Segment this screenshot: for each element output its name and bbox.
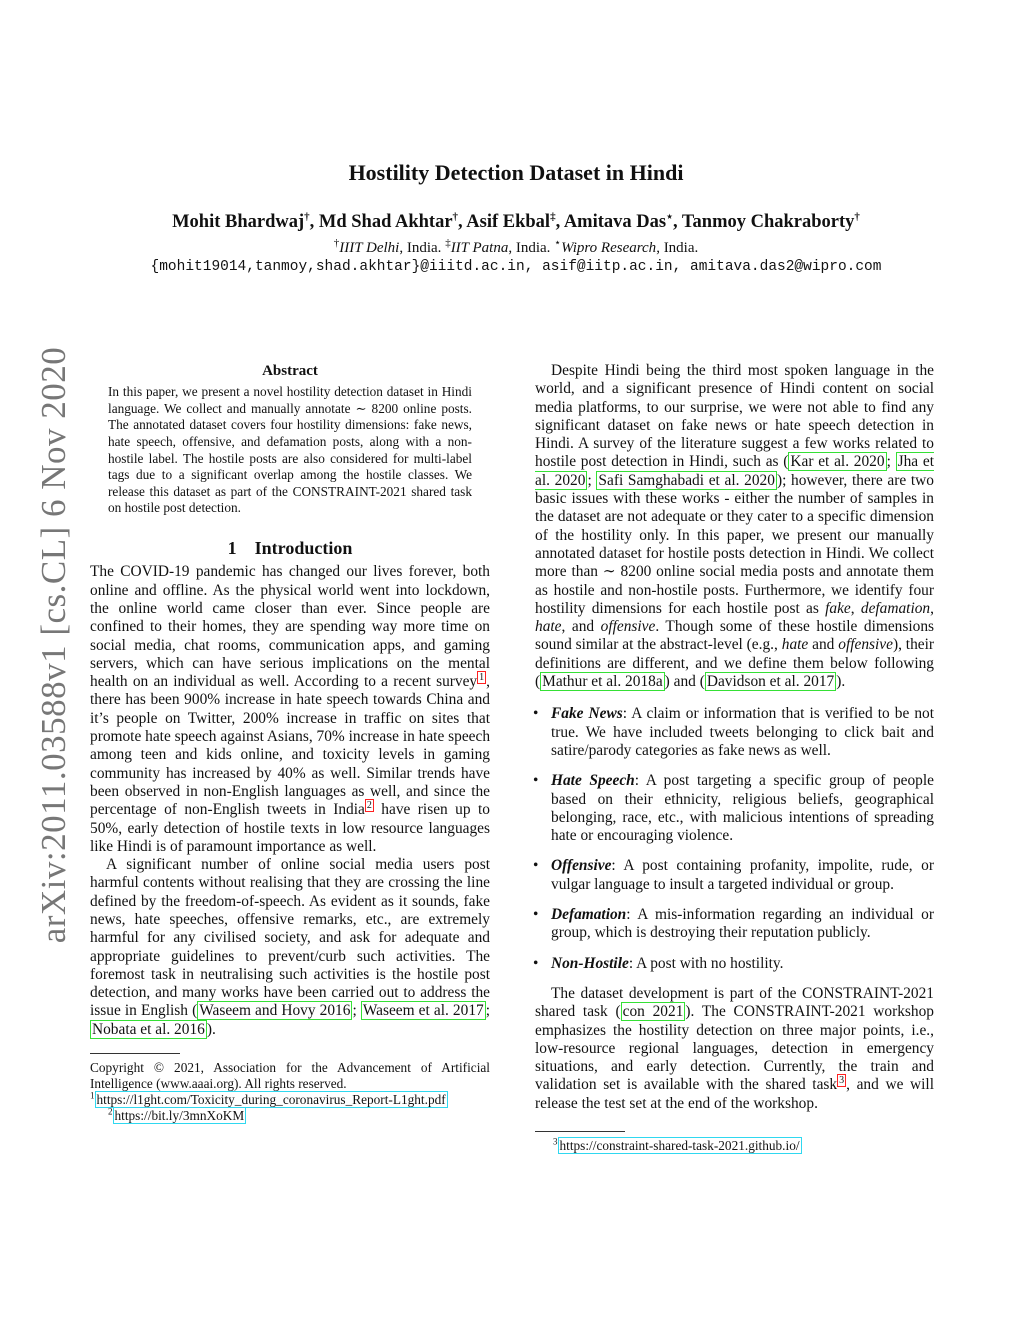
text-run: . Though some of these hostile dimensions sound similar at the abstract-level (e.g.,	[535, 618, 935, 654]
footnote-url[interactable]: https://bit.ly/3mnXoKM	[114, 1108, 245, 1124]
text-run: ). The CONSTRAINT-2021 workshop emphasizes the hostility detection on three major points, i.e., low-resource regional languages, detection in emergency situations, and early detection. Currently, the train and validation set is available with the shared task	[535, 1003, 935, 1094]
text-run: ), their definitions are different, and we define them below following (	[535, 636, 935, 691]
right-paragraph-1	[535, 362, 934, 691]
citation-link[interactable]: Nobata et al. 2016	[92, 1020, 205, 1038]
affil-mark: ⋆	[554, 237, 562, 249]
footnote-url[interactable]: https://constraint-shared-task-2021.github.io/	[559, 1137, 800, 1153]
citation-link[interactable]: Jha et al. 2020	[535, 453, 934, 489]
text-run: A significant number of online social media users post harmful contents without realising that they are crossing the line defined by the freedom-of-speech. As evident as it sounds, fake news, hate speeches, offensive remarks, etc., are extremely harmful for any civilised society, and ask for adequate and appropriate guidelines to prevent/curb such activities. The foremost task in neutralising such activities is the hostile post detection, and many works have been carried out to address the issue in English (	[90, 856, 490, 1020]
definition-term: Defamation	[551, 906, 627, 924]
affil-country: India.	[515, 240, 551, 256]
author-name: Amitava Das	[563, 212, 667, 232]
definition-text: : A post with no hostility.	[628, 954, 784, 972]
definition-term: Non-Hostile	[551, 954, 629, 972]
text-run: The dataset development is part of the CONSTRAINT-2021 shared task (	[535, 984, 934, 1021]
term-italic: hate	[781, 636, 809, 654]
text-run: The COVID-19 pandemic has changed our lives forever, both online and offline. As the physical world went into lockdown, the online world came closer than ever. Since people are confined to their homes, they are spending way more time on social media, chat rooms, communication apps, and gaming servers, which can have serious implications on the mental health on an individual as well. According to a recent survey	[90, 563, 490, 691]
text-run: ) and (	[664, 673, 705, 691]
bullet-icon: •	[533, 705, 539, 723]
text-run: , and	[561, 618, 601, 636]
text-run: ); however, there are two basic issues with these works - either the number of samples in the dataset are not adequate or they cater to a specific dimension of the hostility only. In this paper, we present our manually annotated dataset for hostile posts detection in Hindi. We collect more than ∼ 8200 online social media posts and annotate them as hostile and non-hostile posts. Furthermore, we identify four hostility dimensions for each hostile post as	[535, 471, 934, 617]
citation-link[interactable]: con 2021	[622, 1003, 684, 1021]
intro-paragraph-1	[90, 563, 490, 856]
list-item	[535, 705, 934, 760]
abstract-text: In this paper, we present a novel hostility detection dataset in Hindi language. We collect and manually annotate ∼ 8200 online posts. The annotated dataset covers four hostility dimensions: fake news, hate speech, offensive, and defamation posts, along with a non-hostile label. The hostile posts are also considered for multi-label tags due to a significant overlap among the hostile classes. We release this dataset as part of the CONSTRAINT-2021 shared task on hostile post detection.	[108, 384, 472, 516]
author-name: Asif Ekbal	[466, 212, 551, 232]
bullet-icon: •	[533, 954, 539, 972]
citation-link[interactable]: Safi Samghabadi et al. 2020	[598, 471, 775, 489]
term-italic: hate	[535, 618, 562, 636]
term-italic: defamation	[860, 599, 931, 617]
bullet-icon: •	[533, 857, 539, 875]
author-mark: ⋆	[666, 210, 673, 223]
text-run: ;	[587, 471, 597, 489]
text-run: ,	[930, 599, 934, 617]
definition-term: Fake News	[551, 705, 623, 723]
affil-name: IIT Patna	[450, 240, 509, 256]
affil-name: IIIT Delhi	[339, 240, 400, 256]
section-heading	[90, 539, 490, 557]
text-run: , and we will release the test set at the end of the workshop.	[535, 1076, 934, 1112]
definition-text: : A post containing profanity, impolite, rude, or vulgar language to insult a targeted individual or group.	[551, 857, 934, 893]
abstract-heading: Abstract	[262, 363, 318, 379]
text-run: ,	[850, 599, 861, 617]
footnote-rule	[535, 1131, 625, 1132]
affil-country: India.	[406, 240, 442, 256]
right-paragraph-2	[535, 985, 934, 1113]
list-item	[535, 772, 934, 845]
definition-text: : A mis-information regarding an individual or group, which is destroying their reputation publicly.	[551, 906, 934, 942]
author-list: Mohit Bhardwaj†, Md Shad Akhtar†, Asif Ekbal‡, Amitava Das⋆, Tanmoy Chakraborty†	[172, 210, 860, 232]
affil-name: Wipro Research	[561, 240, 657, 256]
term-italic: offensive	[838, 636, 893, 654]
footnote-link-3[interactable]: 3	[839, 1075, 845, 1087]
list-item	[535, 857, 934, 894]
author-mark: †	[452, 210, 459, 223]
citation-link[interactable]: Waseem et al. 2017	[362, 1002, 484, 1020]
text-run: have risen up to 50%, early detection of hostile texts in low resource languages like Hindi is of paramount importance as well.	[90, 801, 490, 855]
author-mark: †	[854, 210, 860, 223]
intro-paragraph-2	[90, 856, 490, 1039]
citation-link[interactable]: Waseem and Hovy 2016	[199, 1002, 351, 1020]
footnote-link-1[interactable]: 1	[479, 672, 485, 683]
paper-title: Hostility Detection Dataset in Hindi	[348, 160, 684, 185]
citation-link[interactable]: Mathur et al. 2018a	[542, 673, 663, 691]
text-run: , there has been 900% increase in hate speech towards China and it’s people on Twitter, 200% increase in traffic on sites that promote hate speech against Asians, 70% increase in hate speech among teen and kids online, and toxicity levels in gaming community has increased by 40% as well. Similar trends have been observed in non-English languages as well, and since the percentage of non-English tweets in India	[90, 673, 491, 819]
text-run: and	[808, 636, 839, 654]
definition-text: : A post targeting a specific group of people based on their ethnicity, religious beliefs, geographical belonging, race, etc., with malicious intentions of spreading hate or encouraging violence.	[551, 772, 934, 845]
text-run: ;	[485, 1002, 490, 1020]
citation-link[interactable]: Kar et al. 2020	[790, 453, 885, 471]
author-mark: †	[304, 210, 310, 223]
left-column	[90, 362, 490, 1124]
text-run: ;	[352, 1002, 361, 1020]
definition-term: Hate Speech	[551, 772, 635, 790]
text-run: Despite Hindi being the third most spoken language in the world, and a significant presence of Hindi content on social media platforms, to our surprise, we were not able to find any significant dataset on fake news or hate speech detection in Hindi. A survey of the literature suggest a few works related to hostile post detection in Hindi, such as (	[535, 362, 934, 471]
author-name: Tanmoy Chakraborty	[681, 212, 855, 232]
definition-term: Offensive	[551, 857, 612, 875]
author-emails: {mohit19014,tanmoy,shad.akhtar}@iiitd.ac.in, asif@iitp.ac.in, amitava.das2@wipro.com	[150, 259, 882, 275]
footnote-2	[90, 1108, 490, 1124]
bullet-icon: •	[533, 906, 539, 924]
right-column	[535, 362, 934, 1154]
author-mark: ‡	[550, 210, 556, 223]
footnote-number: 1	[90, 1090, 95, 1101]
affil-mark: †	[333, 237, 340, 249]
affil-country: India.	[663, 240, 699, 256]
author-name: Mohit Bhardwaj	[172, 212, 305, 232]
citation-link[interactable]: Davidson et al. 2017	[706, 673, 835, 691]
definition-list	[535, 705, 934, 973]
arxiv-stamp: arXiv:2011.03588v1 [cs.CL] 6 Nov 2020	[34, 346, 73, 944]
footnote-link-2[interactable]: 2	[366, 800, 372, 812]
footnote-3	[535, 1138, 934, 1154]
footnote-url[interactable]: https://l1ght.com/Toxicity_during_coronavirus_Report-L1ght.pdf	[96, 1092, 446, 1108]
author-name: Md Shad Akhtar	[318, 212, 453, 232]
term-italic: fake	[825, 599, 851, 617]
footnote-number: 3	[553, 1136, 558, 1147]
footnote-rule	[90, 1053, 180, 1054]
term-italic: offensive	[600, 618, 656, 636]
list-item	[535, 955, 934, 973]
section-number: 1	[227, 538, 237, 559]
text-run: ).	[206, 1020, 216, 1038]
copyright-notice: Copyright © 2021, Association for the Advancement of Artificial Intelligence (www.aaai.org). All rights reserved.	[90, 1060, 490, 1092]
footnote-1	[90, 1092, 490, 1108]
list-item	[535, 906, 934, 943]
text-run: ;	[886, 453, 896, 471]
footnote-number: 2	[108, 1106, 113, 1117]
affil-mark: ‡	[445, 237, 451, 249]
text-run: ).	[836, 673, 846, 691]
affiliations: †IIIT Delhi, India. ‡IIT Patna, India. ⋆Wipro Research, India.	[333, 237, 699, 256]
definition-text: : A claim or information that is verified to be not true. We have included tweets belonging to click bait and satire/parody categories as fake news as well.	[551, 705, 934, 759]
section-title: Introduction	[254, 538, 353, 559]
bullet-icon: •	[533, 772, 539, 790]
